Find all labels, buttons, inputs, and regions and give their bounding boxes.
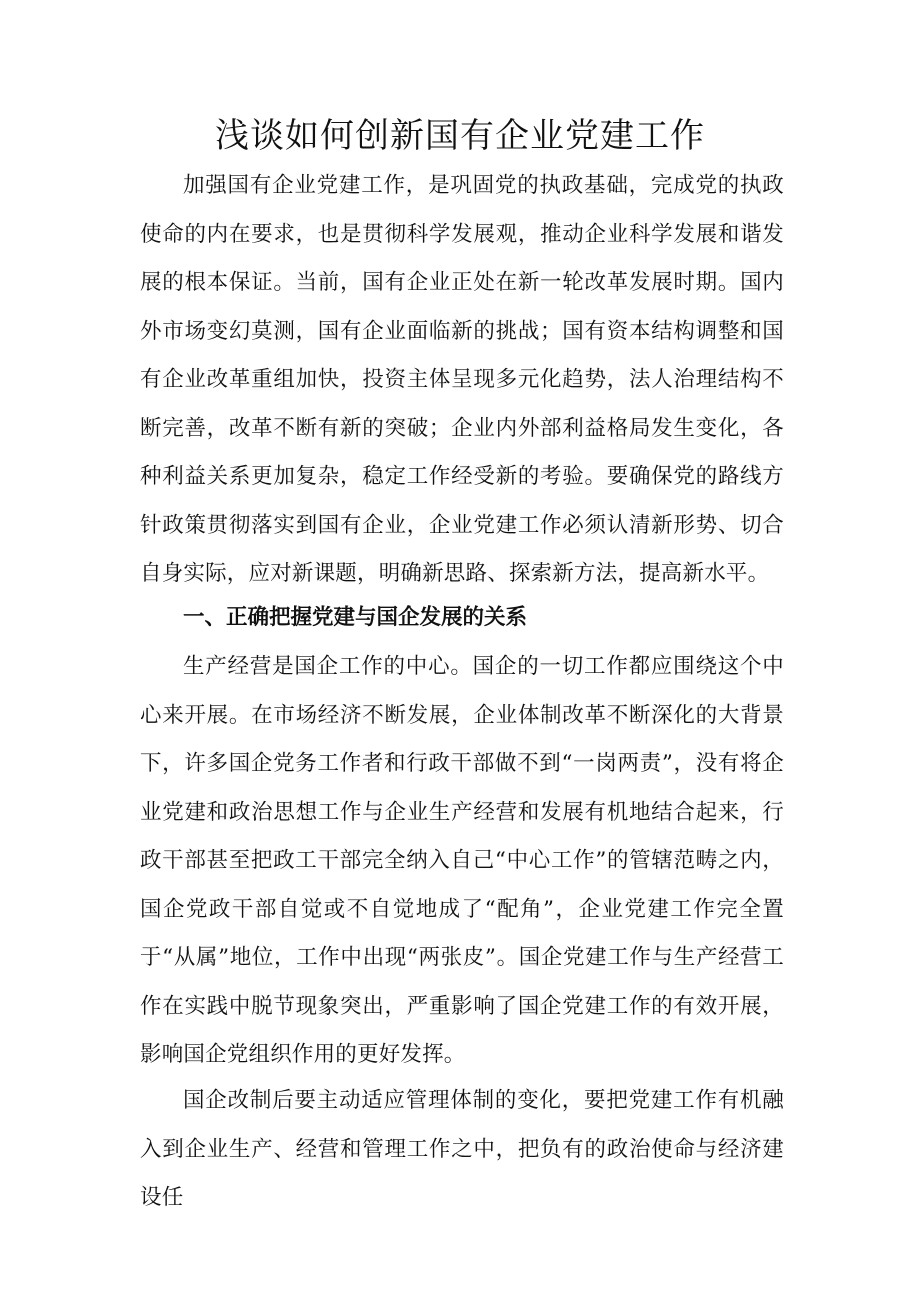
document-title: 浅谈如何创新国有企业党建工作	[215, 116, 705, 156]
section-heading-1: 一、正确把握党建与国企发展的关系	[183, 605, 528, 630]
intro-paragraph: 加强国有企业党建工作，是巩固党的执政基础，完成党的执政使命的内在要求，也是贯彻科学发展观，推动企业科学发展和谐发展的根本保证。当前，国有企业正处在新一轮改革发展时期。国内外市场变幻莫测，国有企业面临新的挑战；国有资本结构调整和国有企业改革重组加快，投资主体呈现多元化趋势，法人治理结构不断完善，改革不断有新的突破；企业内外部利益格局发生变化，各种利益关系更加复杂，稳定工作经受新的考验。要确保党的路线方针政策贯彻落实到国有企业，企业党建工作必须认清新形势、切合自身实际，应对新课题，明确新思路、探索新方法，提高新水平。	[140, 173, 784, 586]
section-1-paragraph-2: 国企改制后要主动适应管理体制的变化，要把党建工作有机融入到企业生产、经营和管理工作之中，把负有的政治使命与经济建设任	[140, 1088, 784, 1210]
section-1-paragraph-1: 生产经营是国企工作的中心。国企的一切工作都应围绕这个中心来开展。在市场经济不断发展，企业体制改革不断深化的大背景下，许多国企党务工作者和行政干部做不到“一岗两责”，没有将企业党建和政治思想工作与企业生产经营和发展有机地结合起来，行政干部甚至把政工干部完全纳入自己“中心工作”的管辖范畴之内，国企党政干部自觉或不自觉地成了“配角”，企业党建工作完全置于“从属”地位，工作中出现“两张皮”。国企党建工作与生产经营工作在实践中脱节现象突出，严重影响了国企党建工作的有效开展，影响国企党组织作用的更好发挥。	[140, 654, 784, 1067]
